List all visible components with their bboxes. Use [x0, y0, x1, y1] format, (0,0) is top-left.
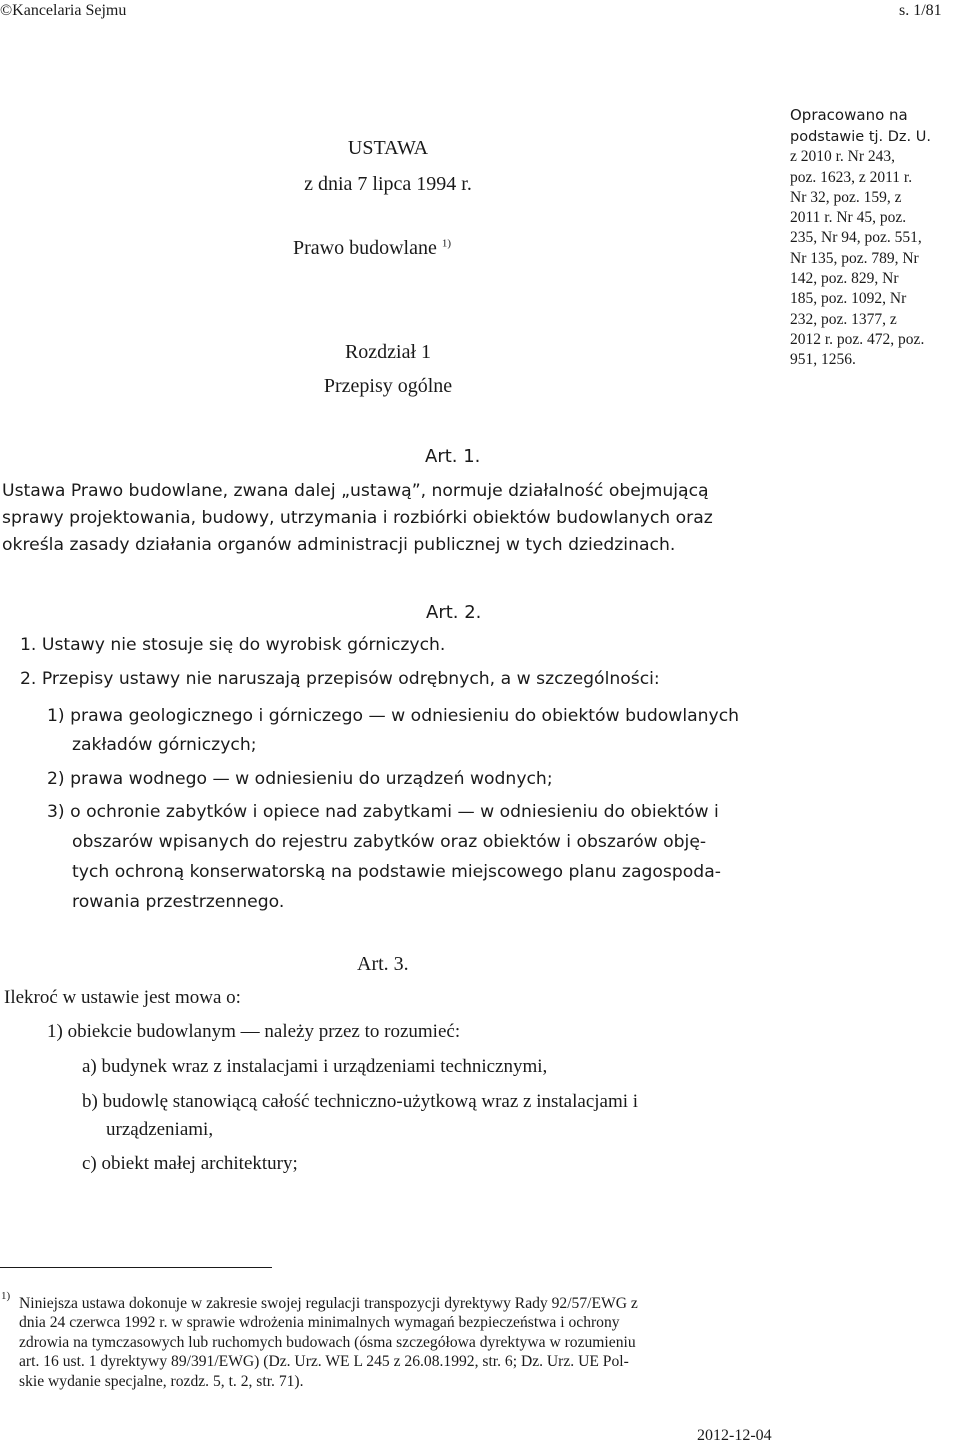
- header-copyright: ©Kancelaria Sejmu: [0, 2, 127, 19]
- source-note-line: 142, poz. 829, Nr: [790, 270, 899, 288]
- source-note-line: 951, 1256.: [790, 351, 856, 369]
- source-note-line: podstawie tj. Dz. U.: [790, 129, 931, 145]
- source-note-line: 2011 r. Nr 45, poz.: [790, 209, 907, 227]
- art2-item-1: [47, 702, 739, 760]
- source-note-line: z 2010 r. Nr 243,: [790, 148, 896, 166]
- art2-item-2: 2) prawa wodnego — w odniesieniu do urządzeń wodnych;: [47, 769, 553, 789]
- art3-item-1b-line-2: urządzeniami,: [106, 1119, 214, 1140]
- art3-intro: Ilekroć w ustawie jest mowa o:: [4, 987, 241, 1008]
- art2-paragraph-2: 2. Przepisy ustawy nie naruszają przepisów odrębnych, a w szczególności:: [20, 669, 660, 689]
- source-note-line: poz. 1623, z 2011 r.: [790, 168, 913, 186]
- art2-heading: Art. 2.: [426, 602, 482, 623]
- act-type: USTAWA: [347, 137, 429, 159]
- source-note: [790, 127, 931, 371]
- footnote-line: zdrowia na tymczasowych lub ruchomych budowach (ósma szczegółowa dyrektywa w rozumieniu: [19, 1333, 636, 1351]
- act-name-text: Prawo budowlane: [293, 237, 437, 259]
- footnote-divider: [0, 1267, 272, 1268]
- footnote-line: Niniejsza ustawa dokonuje w zakresie swojej regulacji transpozycji dyrektywy Rady 92/57/EWG z: [19, 1295, 638, 1312]
- source-note-label: Opracowano na: [790, 106, 908, 124]
- art2-item-1-line: 1) prawa geologicznego i górniczego — w odniesieniu do obiektów budowlanych: [47, 706, 740, 726]
- source-note-line: Nr 135, poz. 789, Nr: [790, 249, 919, 267]
- chapter-number: Rozdział 1: [344, 341, 432, 363]
- art2-item-3-line: 3) o ochronie zabytków i opiece nad zabytkami — w odniesieniu do obiektów i: [47, 802, 719, 822]
- header-page-number: s. 1/81: [899, 2, 942, 19]
- art3-item-1c: c) obiekt małej architektury;: [82, 1153, 298, 1174]
- art2-item-3-line: obszarów wpisanych do rejestru zabytków oraz obiektów i obszarów obję-: [72, 832, 707, 852]
- art3-item-1a: a) budynek wraz z instalacjami i urządzeniami technicznymi,: [82, 1056, 548, 1077]
- art1-line: określa zasady działania organów administracji publicznej w tych dziedzinach.: [2, 535, 676, 555]
- art1-line: Ustawa Prawo budowlane, zwana dalej „ustawą”, normuje działalność obejmującą: [2, 481, 709, 501]
- act-name: [293, 236, 451, 260]
- footnote-line: art. 16 ust. 1 dyrektywy 89/391/EWG) (Dz. Urz. WE L 245 z 26.08.1992, str. 6; Dz. Urz. UE Pol-: [19, 1353, 629, 1371]
- act-date: z dnia 7 lipca 1994 r.: [304, 173, 472, 195]
- art1-heading: Art. 1.: [425, 446, 481, 467]
- footnote-text: [19, 1294, 638, 1391]
- source-note-line: Nr 32, poz. 159, z: [790, 188, 902, 206]
- art1-line: sprawy projektowania, budowy, utrzymania i rozbiórki obiektów budowlanych oraz: [2, 508, 713, 528]
- art3-item-1: 1) obiekcie budowlanym — należy przez to rozumieć:: [47, 1021, 461, 1042]
- act-name-footnote-ref: 1): [441, 237, 452, 250]
- art2-paragraph-1: 1. Ustawy nie stosuje się do wyrobisk górniczych.: [20, 635, 446, 655]
- source-note-line: 235, Nr 94, poz. 551,: [790, 229, 922, 247]
- footnote-marker: 1): [1, 1290, 11, 1302]
- chapter-title: Przepisy ogólne: [323, 375, 453, 397]
- art3-heading: Art. 3.: [357, 953, 409, 975]
- source-note-line: 232, poz. 1377, z: [790, 310, 897, 328]
- art2-item-3-line: tych ochroną konserwatorską na podstawie miejscowego planu zagospoda-: [72, 862, 721, 882]
- art1-body: [2, 478, 713, 559]
- footnote-line: dnia 24 czerwca 1992 r. w sprawie wdrożenia minimalnych wymagań bezpieczeństwa i ochrony: [19, 1314, 620, 1332]
- footnote-line: skie wydanie specjalne, rozdz. 5, t. 2, str. 71).: [19, 1372, 304, 1390]
- art2-item-3: [47, 797, 721, 917]
- art3-item-1b-line-1: b) budowlę stanowiącą całość techniczno-użytkową wraz z instalacjami i: [82, 1091, 639, 1112]
- art2-item-3-line: rowania przestrzennego.: [72, 892, 285, 912]
- source-note-line: 185, poz. 1092, Nr: [790, 290, 907, 308]
- art2-item-1-line: zakładów górniczych;: [72, 735, 257, 755]
- footer-date: 2012-12-04: [697, 1427, 772, 1444]
- source-note-line: 2012 r. poz. 472, poz.: [790, 330, 925, 348]
